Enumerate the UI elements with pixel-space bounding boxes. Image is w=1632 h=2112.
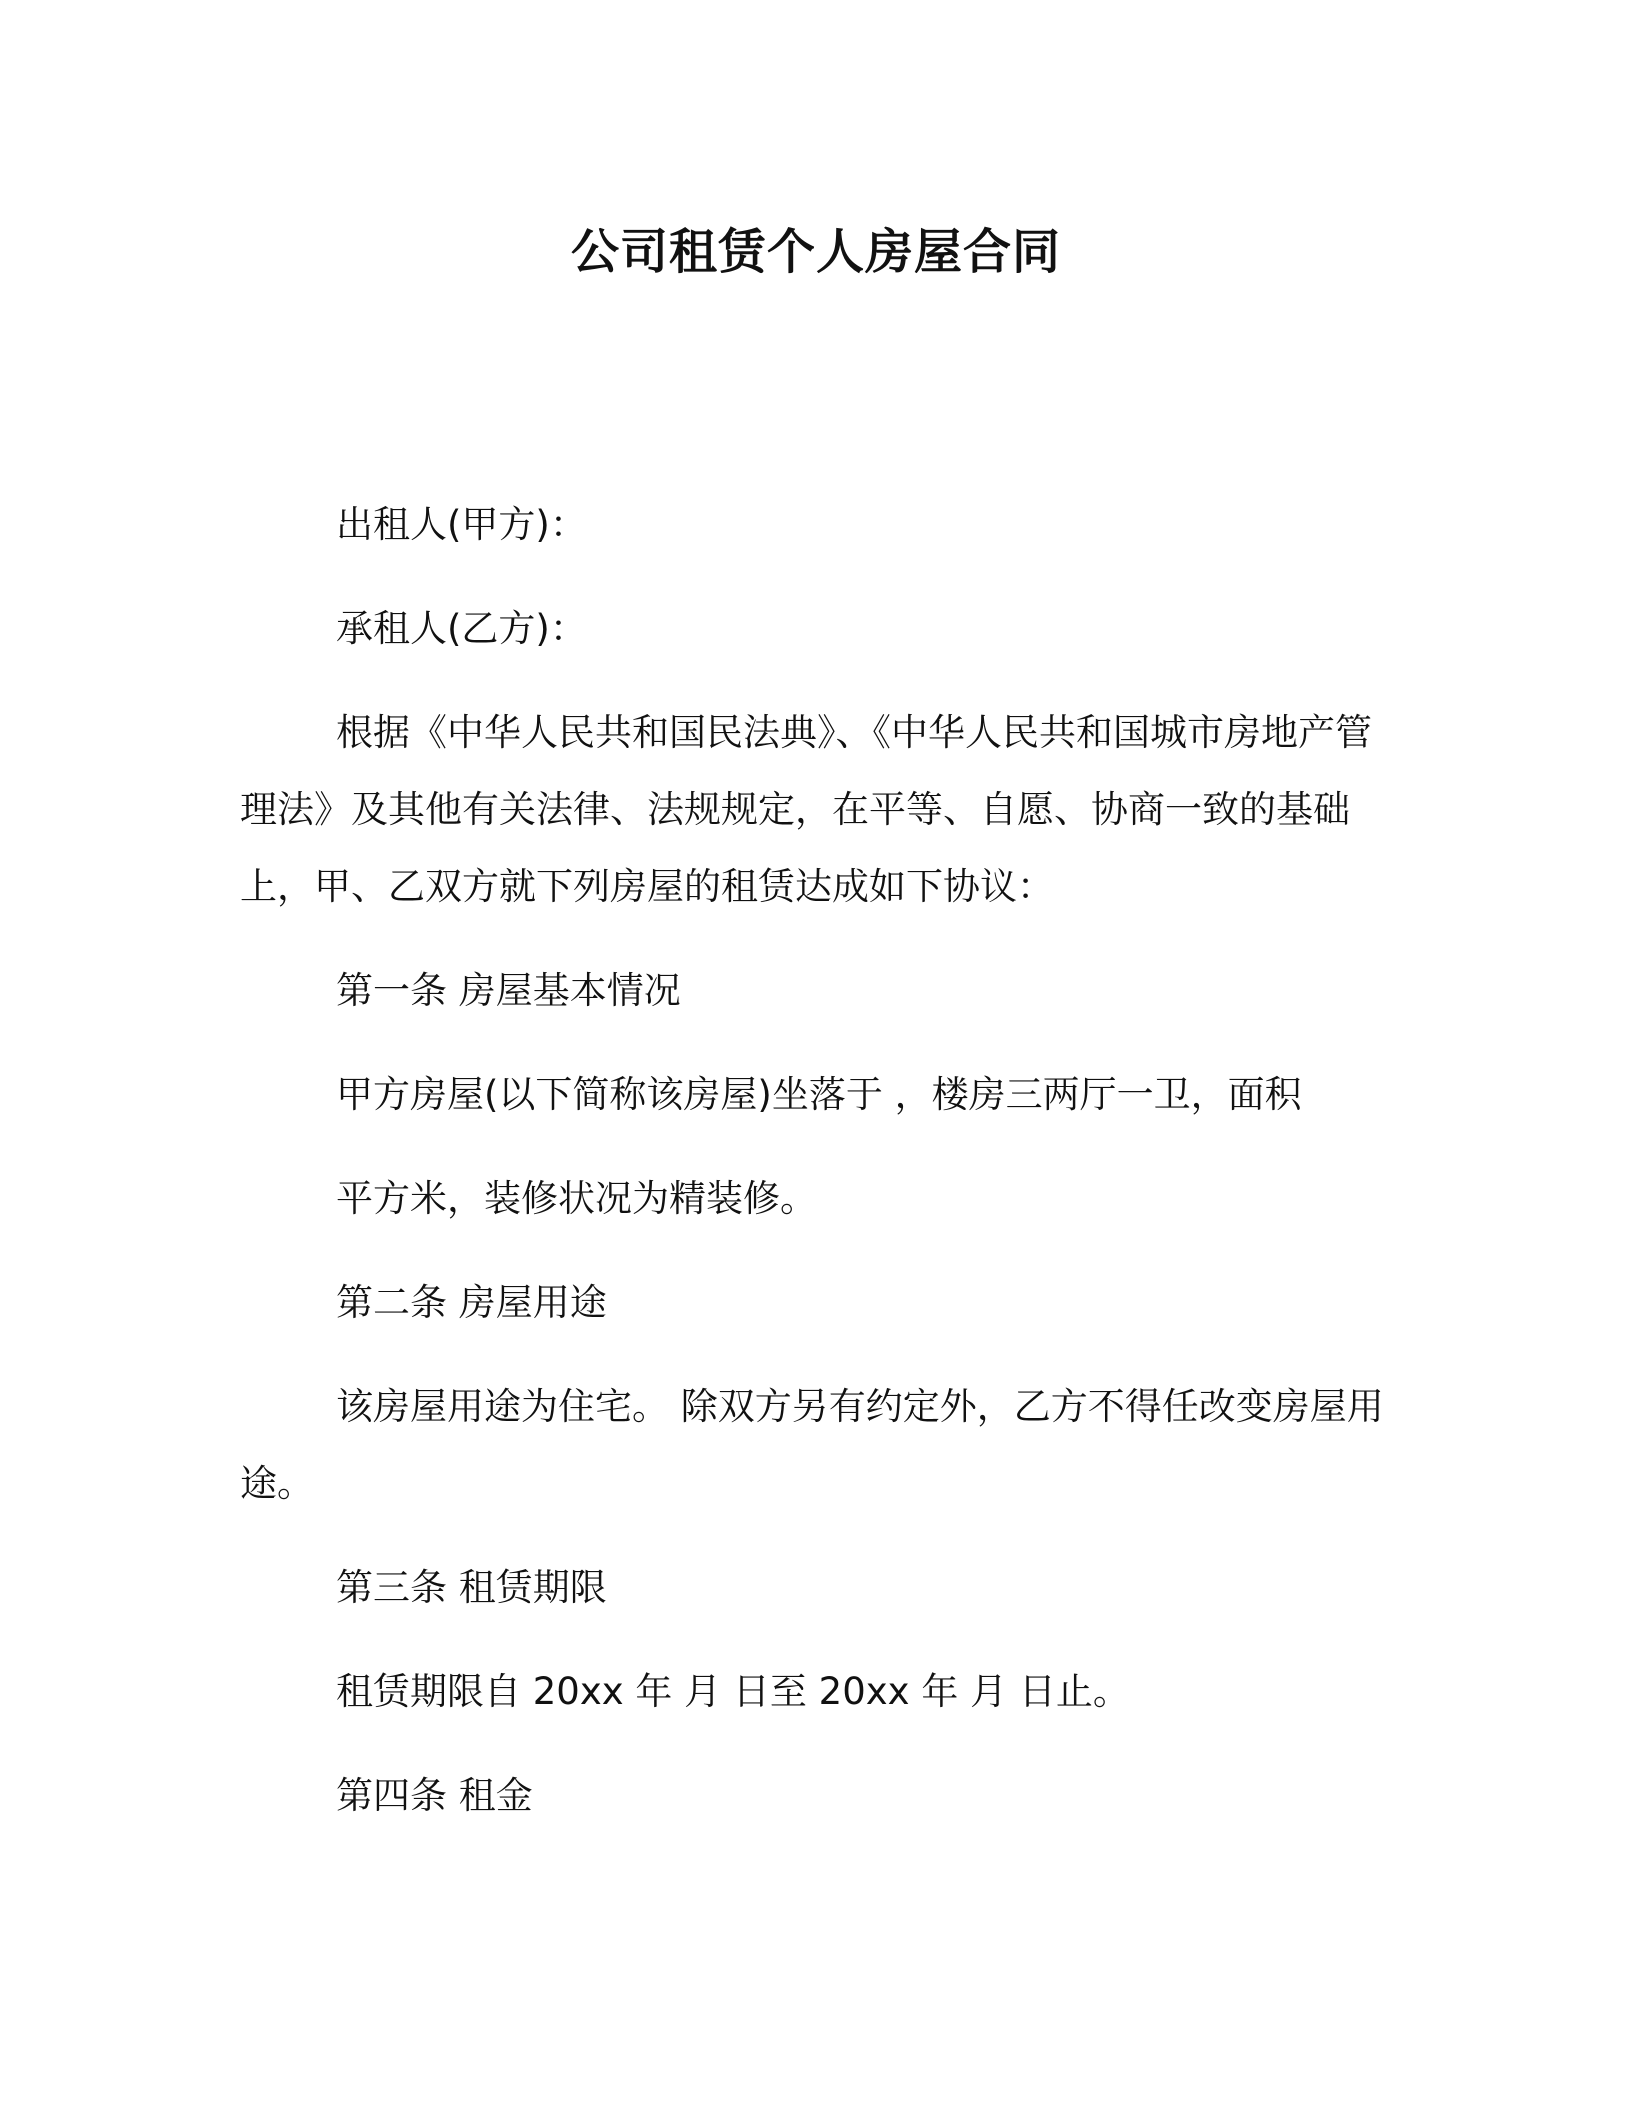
article-4-heading: 第四条 租金 — [336, 1774, 533, 1817]
article-1-heading: 第一条 房屋基本情况 — [336, 969, 681, 1012]
lessor-line: 出租人(甲方)： — [336, 503, 587, 546]
preamble-paragraph: 根据《中华人民共和国民法典》、《中华人民共和国城市房地产管理法》及其他有关法律、法规规定，在平等、自愿、协商一致的基础上，甲、乙双方就下列房屋的租赁达成如下协议： — [240, 711, 1372, 908]
document-body — [240, 486, 1390, 1834]
article-2-paragraph: 该房屋用途为住宅。 除双方另有约定外，乙方不得任改变房屋用途。 — [240, 1385, 1384, 1505]
lessee-line: 承租人(乙方)： — [336, 607, 587, 650]
document-title: 公司租赁个人房屋合同 — [570, 224, 1061, 280]
article-3-heading: 第三条 租赁期限 — [336, 1566, 607, 1609]
article-1-location-line: 甲方房屋(以下简称该房屋)坐落于 ，楼房三两厅一卫，面积 — [336, 1073, 1302, 1116]
article-2-heading: 第二条 房屋用途 — [336, 1281, 607, 1324]
article-3-paragraph: 租赁期限自 20xx 年 月 日至 20xx 年 月 日止。 — [336, 1670, 1130, 1713]
article-1-area-line: 平方米，装修状况为精装修。 — [336, 1177, 817, 1220]
